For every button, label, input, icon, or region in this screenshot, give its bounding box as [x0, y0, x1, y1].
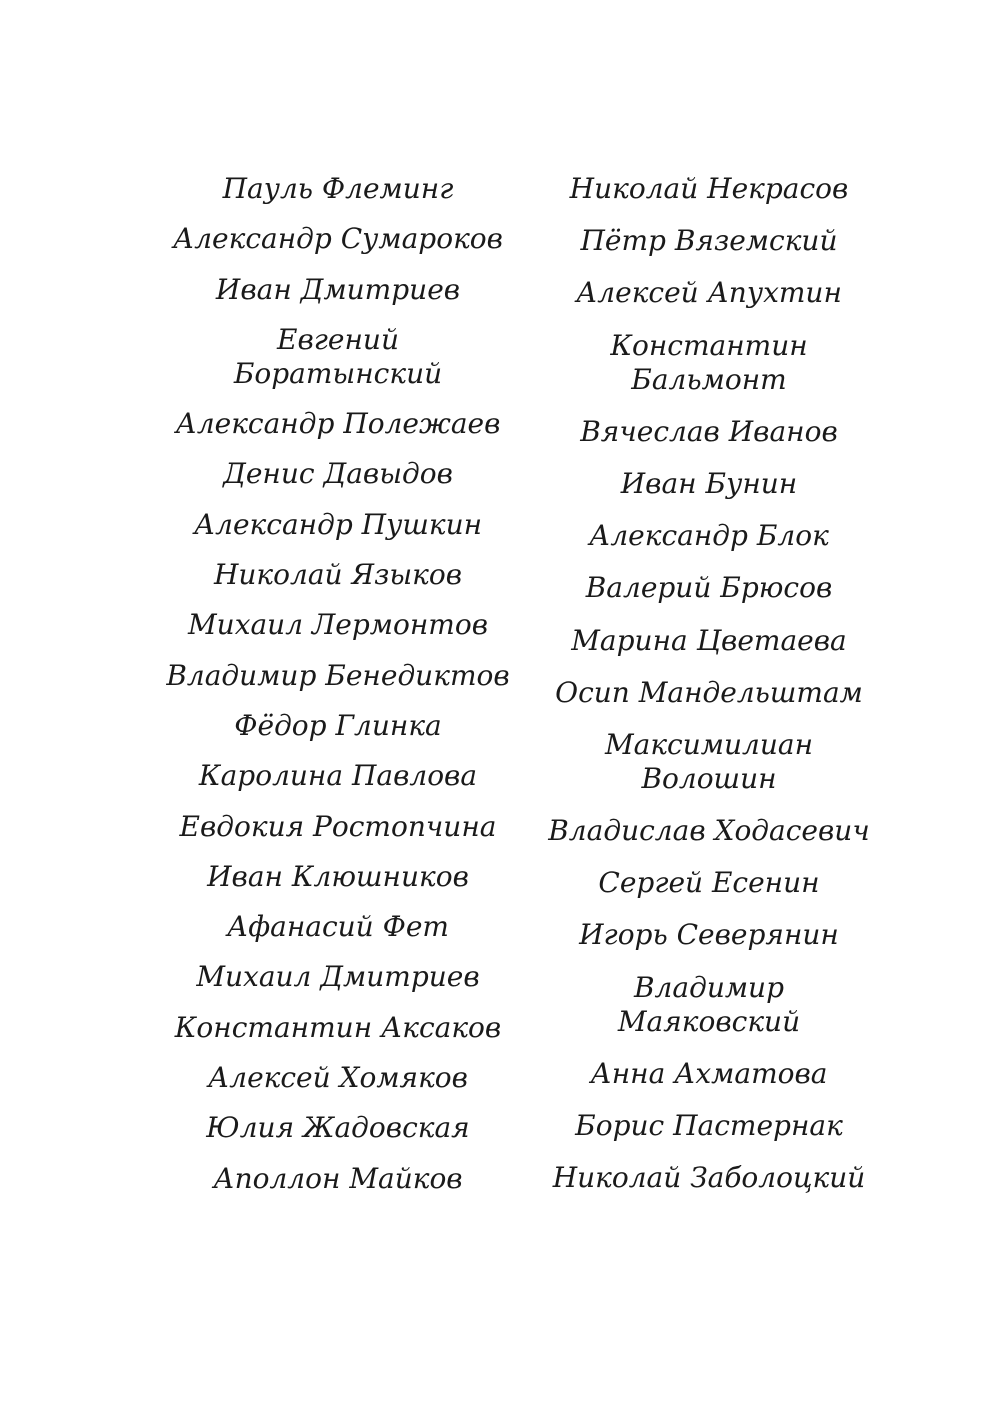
left-poets-column [158, 172, 518, 1212]
poet-name: Константин Аксаков [174, 1010, 502, 1044]
poet-name: Иван Клюшников [207, 859, 469, 893]
poet-name: Александр Сумароков [173, 222, 503, 256]
poet-name: Николай Языков [213, 558, 463, 592]
right-poets-column [529, 172, 889, 1213]
poet-name: Евдокия Ростопчина [179, 809, 497, 843]
poet-name: Осип Мандельштам [555, 675, 863, 709]
poet-name: Пауль Флеминг [222, 172, 454, 205]
poet-name: Афанасий Фет [227, 910, 449, 944]
poet-name: Владислав Ходасевич [548, 814, 870, 848]
poet-name: Михаил Дмитриев [196, 960, 480, 994]
poet-name: Пётр Вяземский [580, 224, 838, 258]
poet-name: Владимир Бенедиктов [166, 658, 510, 692]
poet-name: Владимир Маяковский [617, 970, 801, 1038]
poet-name: Константин Бальмонт [610, 328, 808, 396]
poet-name: Александр Полежаев [175, 407, 501, 441]
poet-name: Александр Блок [589, 519, 829, 553]
poet-name: Денис Давыдов [223, 457, 453, 491]
poet-name: Игорь Северянин [579, 918, 839, 952]
poet-name: Валерий Брюсов [585, 571, 833, 605]
poet-name: Николай Некрасов [569, 172, 849, 205]
poet-name: Иван Дмитриев [215, 272, 461, 306]
poet-name: Борис Пастернак [575, 1109, 843, 1142]
poet-name: Алексей Апухтин [576, 276, 842, 310]
poet-name: Иван Бунин [620, 466, 798, 500]
poet-name: Сергей Есенин [598, 866, 820, 900]
poet-name: Михаил Лермонтов [187, 608, 489, 642]
poet-name: Аполлон Майков [213, 1161, 463, 1195]
poet-name: Марина Цветаева [571, 623, 847, 657]
poet-name: Юлия Жадовская [206, 1111, 470, 1145]
poet-name: Николай Заболоцкий [552, 1161, 866, 1195]
poet-name: Фёдор Глинка [234, 708, 442, 742]
poet-name: Максимилиан Волошин [604, 727, 814, 795]
poet-name: Каролина Павлова [198, 759, 478, 793]
poet-name: Анна Ахматова [590, 1056, 828, 1090]
poet-name: Евгений Боратынский [233, 322, 443, 390]
poet-name: Вячеслав Иванов [580, 414, 838, 448]
poet-name: Алексей Хомяков [208, 1061, 468, 1095]
poet-name: Александр Пушкин [193, 507, 483, 541]
